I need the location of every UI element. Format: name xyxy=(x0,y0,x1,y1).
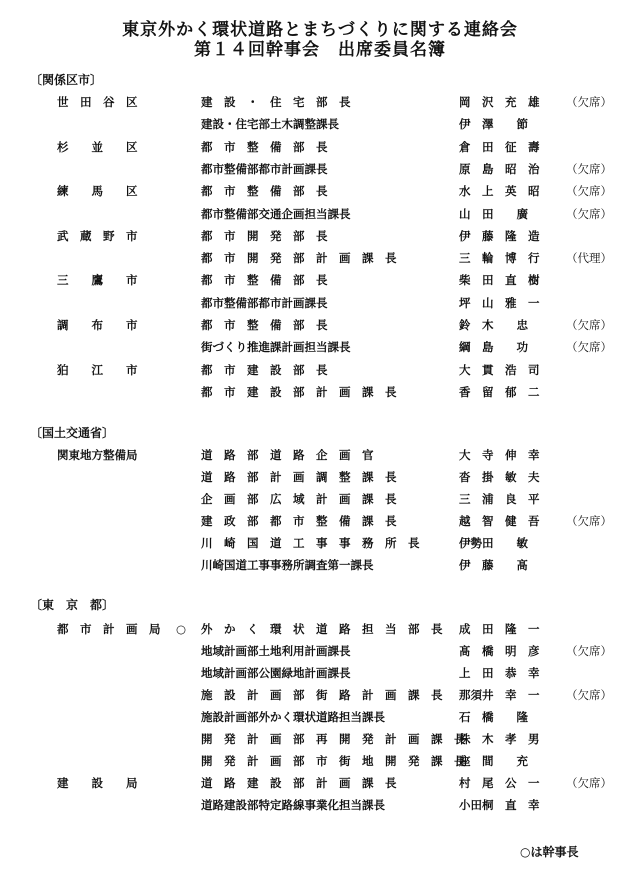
organization-name: 練 馬 区 xyxy=(57,184,138,199)
section-heading-tokyo-to: 〔東 京 都〕 xyxy=(30,598,115,612)
position-title: 道 路 部 計 画 調 整 課 長 xyxy=(201,470,397,484)
position-title: 川崎国道工事事務所調査第一課長 xyxy=(201,558,374,572)
roster-row xyxy=(0,512,640,530)
member-name: 沓 掛 敏 夫 xyxy=(459,470,540,484)
member-name: 岡 沢 充 雄 xyxy=(459,95,540,109)
member-name: 伊 藤 隆 造 xyxy=(459,228,540,243)
roster-row xyxy=(0,271,640,289)
attendance-status: （代理） xyxy=(566,251,612,266)
member-name: 小田桐 直 幸 xyxy=(459,798,540,812)
attendance-status: （欠席） xyxy=(566,318,612,332)
roster-row xyxy=(0,752,640,770)
position-title: 都市整備部交通企画担当課長 xyxy=(201,206,351,221)
position-title: 地域計画部土地利用計画課長 xyxy=(201,644,351,658)
position-title: 都市整備部都市計画課長 xyxy=(201,295,328,310)
organization-name: 三 鷹 市 xyxy=(57,273,138,288)
position-title: 施設計画部外かく環状道路担当課長 xyxy=(201,710,385,724)
roster-row xyxy=(0,338,640,356)
position-title: 建設・住宅部土木調整課長 xyxy=(201,117,339,132)
member-name: 大 寺 伸 幸 xyxy=(459,448,540,462)
roster-row xyxy=(0,796,640,814)
organization-name: 調 布 市 xyxy=(57,318,138,332)
roster-row xyxy=(0,383,640,401)
position-title: 都 市 開 発 部 計 画 課 長 xyxy=(201,251,397,266)
roster-row xyxy=(0,468,640,486)
position-title: 都 市 開 発 部 長 xyxy=(201,228,328,243)
roster-row xyxy=(0,708,640,726)
organization-name: 狛 江 市 xyxy=(57,362,138,377)
member-name: 柴 田 直 樹 xyxy=(459,273,540,288)
organization-name: 関東地方整備局 xyxy=(57,448,138,462)
roster-row xyxy=(0,115,640,133)
member-name: 成 田 隆 一 xyxy=(459,622,540,636)
position-title: 企 画 部 広 域 計 画 課 長 xyxy=(201,492,397,506)
attendance-status: （欠席） xyxy=(566,340,612,355)
position-title: 都市整備部都市計画課長 xyxy=(201,161,328,176)
position-title: 都 市 整 備 部 長 xyxy=(201,318,328,332)
member-name: 石 橋 隆 xyxy=(459,710,528,724)
member-name: 伊勢田 敏 xyxy=(459,536,528,550)
organization-name: 杉 並 区 xyxy=(57,139,138,154)
roster-row xyxy=(0,249,640,267)
member-name: 原 島 昭 治 xyxy=(459,161,540,176)
position-title: 地域計画部公園緑地計画課長 xyxy=(201,666,351,680)
position-title: 川 崎 国 道 工 事 事 務 所 長 xyxy=(201,536,420,550)
roster-row xyxy=(0,534,640,552)
member-name: 村 尾 公 一 xyxy=(459,776,540,790)
member-name: 水 上 英 昭 xyxy=(459,184,540,199)
organization-name: 建 設 局 xyxy=(57,776,138,790)
section-heading-kankei-kushi: 〔関係区市〕 xyxy=(30,73,103,87)
roster-row xyxy=(0,182,640,200)
member-name: 越 智 健 吾 xyxy=(459,514,540,528)
attendance-status: （欠席） xyxy=(566,184,612,199)
attendance-status: （欠席） xyxy=(566,644,612,658)
roster-row xyxy=(0,93,640,111)
roster-row xyxy=(0,160,640,178)
attendance-status: （欠席） xyxy=(566,688,612,702)
attendance-status: （欠席） xyxy=(566,161,612,176)
position-title: 道 路 建 設 部 計 画 課 長 xyxy=(201,776,397,790)
position-title: 道 路 部 道 路 企 画 官 xyxy=(201,448,374,462)
position-title: 建 政 部 都 市 整 備 課 長 xyxy=(201,514,397,528)
roster-row xyxy=(0,730,640,748)
organization-name: 都 市 計 画 局 xyxy=(57,622,161,636)
position-title: 道路建設部特定路線事業化担当課長 xyxy=(201,798,385,812)
attendance-status: （欠席） xyxy=(566,776,612,790)
roster-row xyxy=(0,774,640,792)
position-title: 施 設 計 画 部 街 路 計 画 課 長 xyxy=(201,688,443,702)
member-name: 三 輪 博 行 xyxy=(459,251,540,266)
member-name: 香 留 郁 二 xyxy=(459,384,540,399)
position-title: 街づくり推進課計画担当課長 xyxy=(201,340,351,355)
footnote-legend: ○は幹事長 xyxy=(520,845,579,859)
position-title: 都 市 建 設 部 長 xyxy=(201,362,328,377)
roster-row xyxy=(0,361,640,379)
roster-row xyxy=(0,642,640,660)
position-title: 建 設 ・ 住 宅 部 長 xyxy=(201,95,351,109)
member-name: 上 田 恭 幸 xyxy=(459,666,540,680)
roster-row xyxy=(0,316,640,334)
roster-row xyxy=(0,205,640,223)
attendance-status: （欠席） xyxy=(566,514,612,528)
position-title: 都 市 整 備 部 長 xyxy=(201,184,328,199)
roster-row xyxy=(0,620,640,638)
chair-mark: ○ xyxy=(175,622,187,636)
roster-row xyxy=(0,138,640,156)
member-name: 伊 澤 節 xyxy=(459,117,528,132)
member-name: 大 貫 浩 司 xyxy=(459,362,540,377)
attendance-status: （欠席） xyxy=(566,95,612,109)
position-title: 開 発 計 画 部 再 開 発 計 画 課 長 xyxy=(201,732,466,746)
roster-row xyxy=(0,227,640,245)
position-title: 外 か く 環 状 道 路 担 当 部 長 xyxy=(201,622,443,636)
attendance-status: （欠席） xyxy=(566,206,612,221)
position-title: 開 発 計 画 部 市 街 地 開 発 課 長 xyxy=(201,754,466,768)
member-name: 髙 橋 明 彦 xyxy=(459,644,540,658)
member-name: 山 田 廣 xyxy=(459,206,528,221)
member-name: 伊 藤 髙 xyxy=(459,558,528,572)
roster-row xyxy=(0,686,640,704)
document-subtitle: 第１４回幹事会 出席委員名簿 xyxy=(194,40,446,60)
member-name: 倉 田 征 壽 xyxy=(459,139,540,154)
position-title: 都 市 整 備 部 長 xyxy=(201,273,328,288)
member-name: 綱 島 功 xyxy=(459,340,528,355)
member-name: 株 木 孝 男 xyxy=(459,732,540,746)
member-name: 鈴 木 忠 xyxy=(459,318,528,332)
member-name: 座 間 充 xyxy=(459,754,528,768)
roster-row xyxy=(0,664,640,682)
section-heading-kokudo-kotsusho: 〔国土交通省〕 xyxy=(30,426,115,440)
roster-row xyxy=(0,490,640,508)
organization-name: 世 田 谷 区 xyxy=(57,95,138,109)
member-name: 那須井 幸 一 xyxy=(459,688,540,702)
member-name: 三 浦 良 平 xyxy=(459,492,540,506)
roster-row xyxy=(0,446,640,464)
position-title: 都 市 整 備 部 長 xyxy=(201,139,328,154)
position-title: 都 市 建 設 部 計 画 課 長 xyxy=(201,384,397,399)
roster-row xyxy=(0,556,640,574)
organization-name: 武 蔵 野 市 xyxy=(57,228,138,243)
roster-row xyxy=(0,294,640,312)
document-title: 東京外かく環状道路とまちづくりに関する連絡会 xyxy=(122,20,518,40)
member-name: 坪 山 雅 一 xyxy=(459,295,540,310)
